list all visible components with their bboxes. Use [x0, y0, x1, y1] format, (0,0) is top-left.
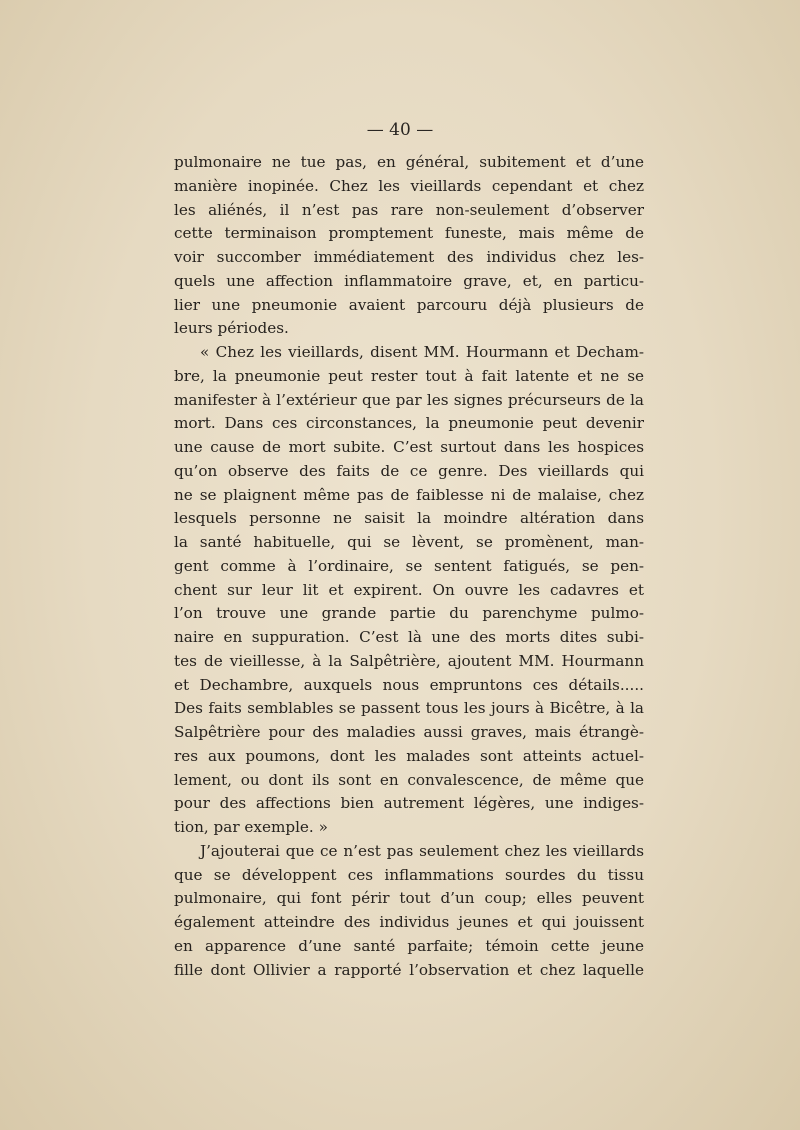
text-line: que se développent ces inflammations sourdes du tissu: [174, 865, 644, 884]
text-line: chent sur leur lit et expirent. On ouvre les cadavres et: [174, 580, 644, 599]
text-line: pulmonaire ne tue pas, en général, subitement et d’une: [174, 153, 644, 171]
text-line: ne se plaignent même pas de faiblesse ni de malaise, chez: [174, 485, 644, 504]
text-line: Salpêtrière pour des maladies aussi graves, mais étrangè-: [174, 723, 644, 741]
text-line: bre, la pneumonie peut rester tout à fait latente et ne se: [174, 366, 644, 385]
text-line: Des faits semblables se passent tous les jours à Bicêtre, à la: [174, 699, 644, 718]
body-text: [174, 151, 644, 982]
text-line: « Chez les vieillards, disent MM. Hourmann et Decham-: [200, 343, 644, 361]
text-line: naire en suppuration. C’est là une des morts dites subi-: [174, 628, 644, 646]
text-line: tion, par exemple. »: [174, 818, 328, 836]
text-line: lement, ou dont ils sont en convalescence, de même que: [174, 770, 644, 789]
text-line: tes de vieillesse, à la Salpêtrière, ajoutent MM. Hourmann: [174, 651, 644, 670]
text-line: la santé habituelle, qui se lèvent, se promènent, man-: [174, 533, 644, 551]
text-line: pulmonaire, qui font périr tout d’un coup; elles peuvent: [174, 889, 644, 908]
text-line: fille dont Ollivier a rapporté l’observation et chez laquelle: [174, 960, 644, 979]
text-line: lesquels personne ne saisit la moindre altération dans: [174, 509, 644, 528]
text-line: mort. Dans ces circonstances, la pneumonie peut devenir: [174, 414, 644, 433]
text-line: manière inopinée. Chez les vieillards cependant et chez: [174, 176, 644, 195]
page-number: — 40 —: [366, 120, 434, 140]
text-line: les aliénés, il n’est pas rare non-seulement d’observer: [174, 200, 644, 219]
text-line: gent comme à l’ordinaire, se sentent fatigués, se pen-: [174, 556, 644, 575]
text-line: qu’on observe des faits de ce genre. Des vieillards qui: [174, 461, 644, 480]
text-line: leurs périodes.: [174, 319, 289, 338]
text-line: cette terminaison promptement funeste, mais même de: [174, 224, 644, 243]
text-line: J’ajouterai que ce n’est pas seulement chez les vieillards: [200, 841, 644, 860]
text-line: lier une pneumonie avaient parcouru déjà plusieurs de: [174, 295, 644, 314]
text-line: res aux poumons, dont les malades sont atteints actuel-: [174, 746, 644, 765]
text-line: manifester à l’extérieur que par les signes précurseurs de la: [174, 390, 644, 409]
text-line: pour des affections bien autrement légères, une indiges-: [174, 794, 644, 813]
text-line: également atteindre des individus jeunes et qui jouissent: [174, 913, 644, 931]
text-line: quels une affection inflammatoire grave, et, en particu-: [174, 271, 644, 290]
text-line: en apparence d’une santé parfaite; témoin cette jeune: [174, 936, 644, 955]
text-line: voir succomber immédiatement des individus chez les-: [174, 248, 644, 266]
text-line: une cause de mort subite. C’est surtout dans les hospices: [174, 438, 644, 456]
text-line: et Dechambre, auxquels nous empruntons ces détails.....: [174, 675, 644, 694]
text-line: l’on trouve une grande partie du parenchyme pulmo-: [174, 604, 644, 623]
